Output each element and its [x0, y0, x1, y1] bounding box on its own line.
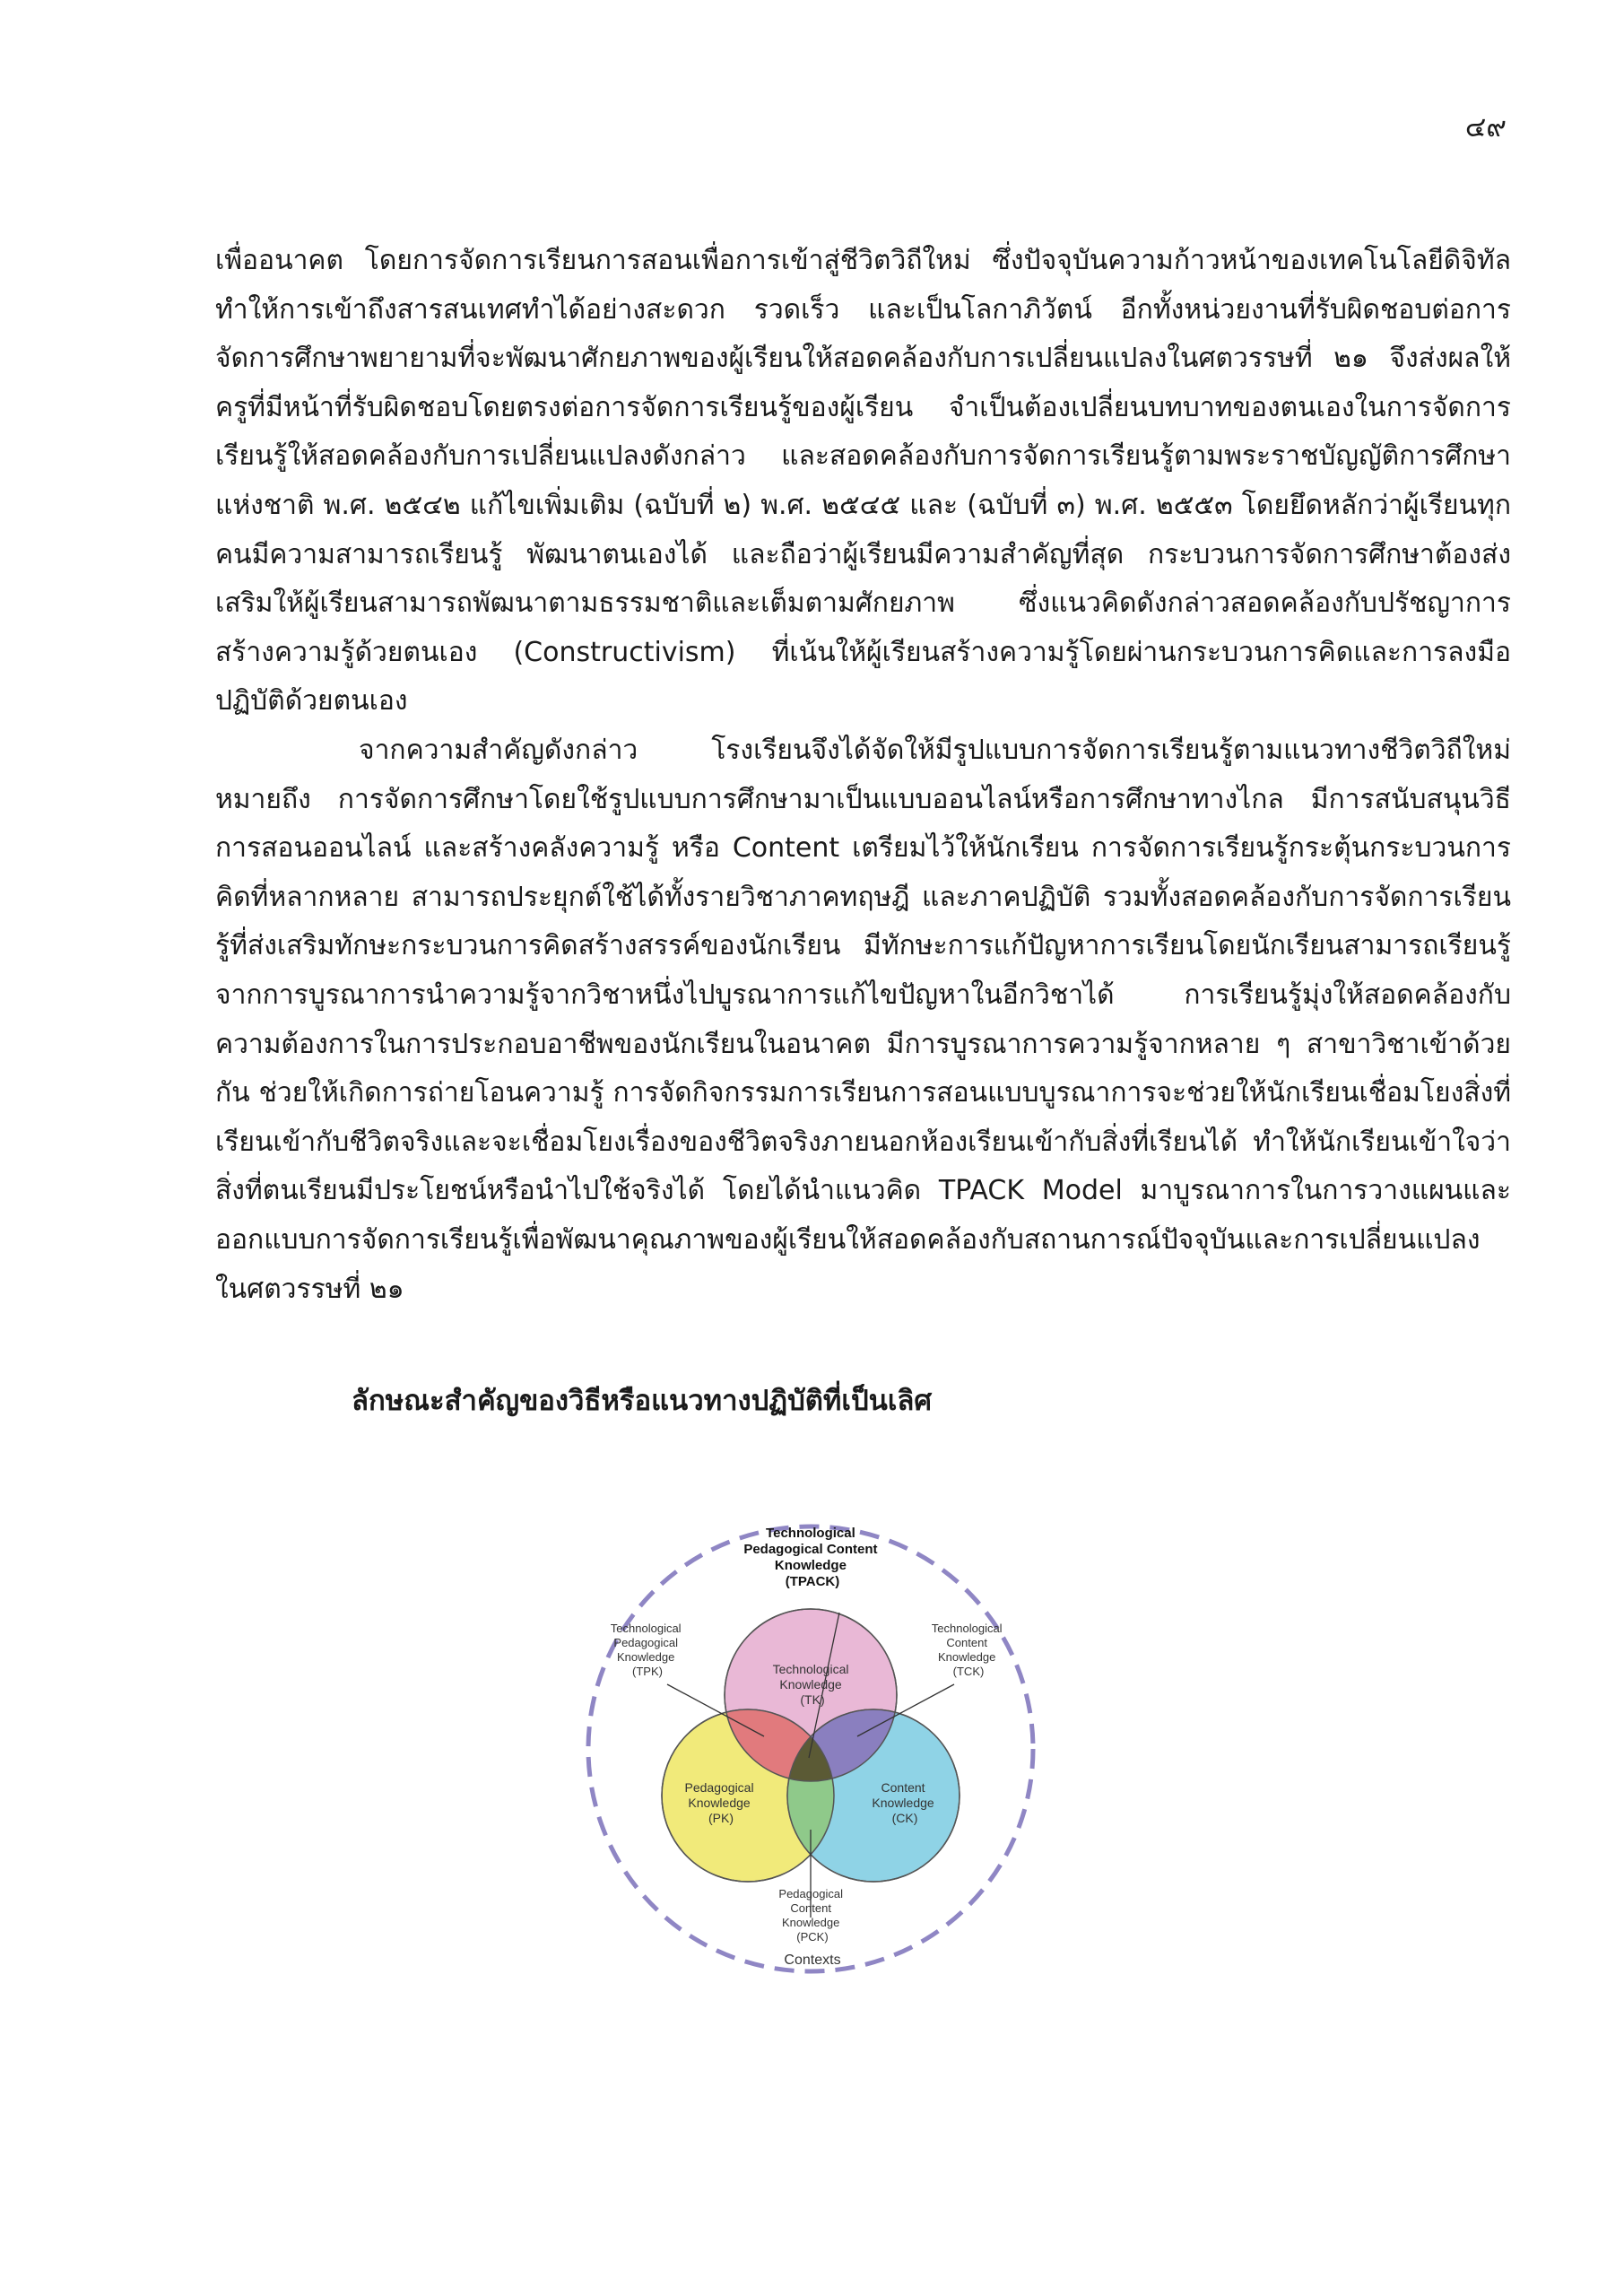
pck-label: Pedagogical Content Knowledge (PCK) [778, 1887, 843, 1944]
pk-label: Pedagogical Knowledge (PK) [684, 1780, 754, 1825]
tpack-diagram-svg [578, 1453, 1044, 2009]
tpack-label: Technological Pedagogical Content Knowledge (TPACK) [743, 1526, 878, 1589]
contexts-label: Contexts [784, 1952, 841, 1968]
tk-label: Technological Knowledge (TK) [772, 1662, 849, 1707]
tck-label: Technological Content Knowledge (TCK) [931, 1622, 1003, 1678]
paragraph-2: จากความสำคัญดังกล่าว โรงเรียนจึงได้จัดให้มีรูปแบบการจัดการเรียนรู้ตามแนวทางชีวิตวิถีใหม่ หมายถึง การจัดการศึกษาโดยใช้รูปแบบการศึกษามาเป็นแบบออนไลน์หรือการศึกษาทางไกล มีการสนับสนุนวิธีการสอนออนไลน์ และสร้างคลังความรู้ หรือ Content เตรียมไว้ให้นักเรียน การจัดการเรียนรู้กระตุ้นกระบวนการคิดที่หลากหลาย สามารถประยุกต์ใช้ได้ทั้งรายวิชาภาคทฤษฎี และภาคปฏิบัติ รวมทั้งสอดคล้องกับการจัดการเรียนรู้ที่ส่งเสริมทักษะกระบวนการคิดสร้างสรรค์ของนักเรียน มีทักษะการแก้ปัญหาการเรียนโดยนักเรียนสามารถเรียนรู้จากการบูรณาการนำความรู้จากวิชาหนึ่งไปบูรณาการแก้ไขปัญหาในอีกวิชาได้ การเรียนรู้มุ่งให้สอดคล้องกับความต้องการในการประกอบอาชีพของนักเรียนในอนาคต มีการบูรณาการความรู้จากหลาย ๆ สาขาวิชาเข้าด้วยกัน ช่วยให้เกิดการถ่ายโอนความรู้ การจัดกิจกรรมการเรียนการสอนแบบบูรณาการจะช่วยให้นักเรียนเชื่อมโยงสิ่งที่เรียนเข้ากับชีวิตจริงและจะเชื่อมโยงเรื่องของชีวิตจริงภายนอกห้องเรียนเข้ากับสิ่งที่เรียนได้ ทำให้นักเรียนเข้าใจว่าสิ่งที่ตนเรียนมีประโยชน์หรือนำไปใช้จริงได้ โดยได้นำแนวคิด TPACK Model มาบูรณาการในการวางแผนและออกแบบการจัดการเรียนรู้เพื่อพัฒนาคุณภาพของผู้เรียนให้สอดคล้องกับสถานการณ์ปัจจุบันและการเปลี่ยนแปลงในศตวรรษที่ ๒๑ [215, 735, 1511, 1305]
tpack-diagram [578, 1453, 1044, 2009]
paragraph-1: เพื่ออนาคต โดยการจัดการเรียนการสอนเพื่อการเข้าสู่ชีวิตวิถีใหม่ ซึ่งปัจจุบันความก้าวหน้าของเทคโนโลยีดิจิทัล ทำให้การเข้าถึงสารสนเทศทำได้อย่างสะดวก รวดเร็ว และเป็นโลกาภิวัตน์ อีกทั้งหน่วยงานที่รับผิดชอบต่อการจัดการศึกษาพยายามที่จะพัฒนาศักยภาพของผู้เรียนให้สอดคล้องกับการเปลี่ยนแปลงในศตวรรษที่ ๒๑ จึงส่งผลให้ครูที่มีหน้าที่รับผิดชอบโดยตรงต่อการจัดการเรียนรู้ของผู้เรียน จำเป็นต้องเปลี่ยนบทบาทของตนเองในการจัดการเรียนรู้ให้สอดคล้องกับการเปลี่ยนแปลงดังกล่าว และสอดคล้องกับการจัดการเรียนรู้ตามพระราชบัญญัติการศึกษาแห่งชาติ พ.ศ. ๒๕๔๒ แก้ไขเพิ่มเติม (ฉบับที่ ๒) พ.ศ. ๒๕๔๕ และ (ฉบับที่ ๓) พ.ศ. ๒๕๕๓ โดยยึดหลักว่าผู้เรียนทุกคนมีความสามารถเรียนรู้ พัฒนาตนเองได้ และถือว่าผู้เรียนมีความสำคัญที่สุด กระบวนการจัดการศึกษาต้องส่งเสริมให้ผู้เรียนสามารถพัฒนาตามธรรมชาติและเต็มตามศักยภาพ ซึ่งแนวคิดดังกล่าวสอดคล้องกับปรัชญาการสร้างความรู้ด้วยตนเอง (Constructivism) ที่เน้นให้ผู้เรียนสร้างความรู้โดยผ่านกระบวนการคิดและการลงมือปฏิบัติด้วยตนเอง [215, 245, 1511, 718]
ck-label: Content Knowledge (CK) [872, 1780, 934, 1825]
tpk-label: Technological Pedagogical Knowledge (TPK) [610, 1622, 682, 1678]
section-heading: ลักษณะสำคัญของวิธีหรือแนวทางปฏิบัติที่เป็นเลิศ [352, 1385, 933, 1417]
page-number: ๔๙ [1464, 111, 1507, 144]
